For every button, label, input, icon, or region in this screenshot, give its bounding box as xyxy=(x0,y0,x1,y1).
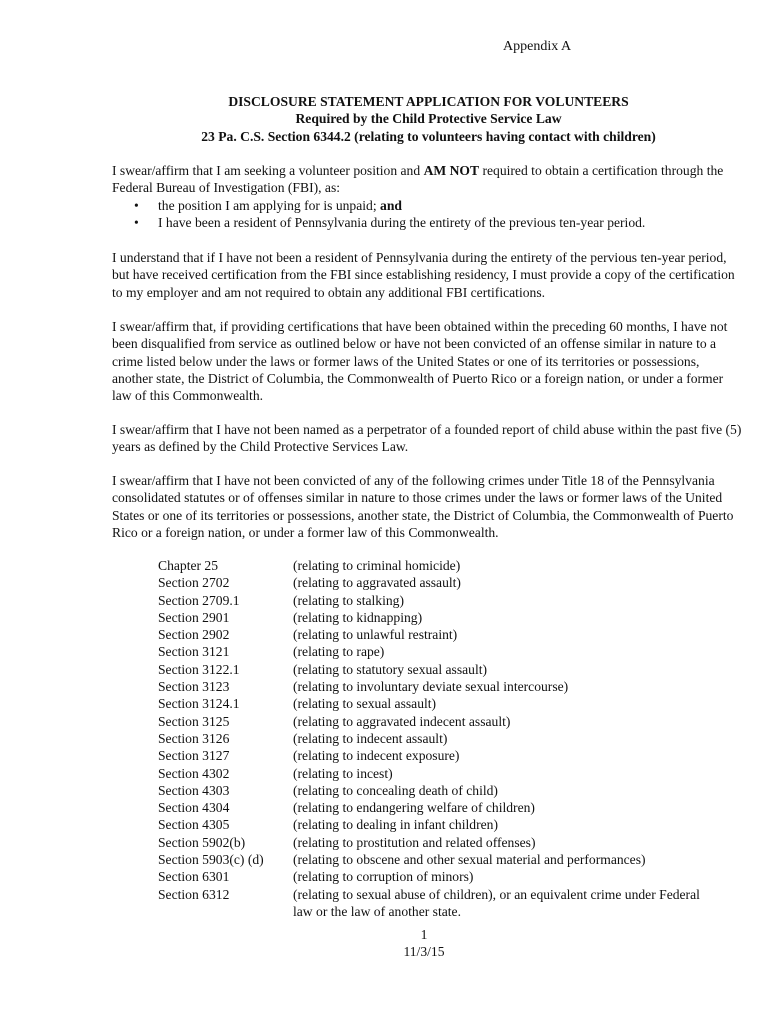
table-row xyxy=(158,609,718,626)
page-number: 1 xyxy=(420,927,428,942)
crime-section: Section 3123 xyxy=(158,679,230,695)
crime-section: Section 3125 xyxy=(158,713,230,729)
crime-section: Section 3124.1 xyxy=(158,696,240,712)
crime-description: (relating to stalking) xyxy=(293,592,404,608)
table-row xyxy=(158,626,718,643)
table-row xyxy=(158,557,718,574)
document-heading xyxy=(110,93,747,145)
paragraph-disqualification: I swear/affirm that, if providing certifications that have been obtained within the preceding 60 months, I have not been disqualified from service as outlined below or have not been convicted of an offense similar in nature to a crime listed below under the laws or former laws of the United States or one of its territories or possessions, another state, the District of Columbia, the Commonwealth of Puerto Rico or a foreign nation, or under a former law of this Commonwealth. xyxy=(112,319,728,404)
table-row xyxy=(158,834,718,851)
crime-description: (relating to prostitution and related offenses) xyxy=(293,834,536,850)
crimes-table xyxy=(158,557,718,920)
list-item-emphasis: and xyxy=(380,198,402,213)
crime-description: (relating to sexual assault) xyxy=(293,696,437,712)
crime-section: Section 2702 xyxy=(158,575,230,591)
heading-citation: 23 Pa. C.S. Section 6344.2 (relating to volunteers having contact with children) xyxy=(201,128,656,144)
list-item xyxy=(112,197,742,214)
crime-description: (relating to indecent exposure) xyxy=(293,748,460,764)
table-row xyxy=(158,747,718,764)
crime-description: (relating to sexual abuse of children), or an equivalent crime under Federal law or the law of another state. xyxy=(293,886,700,919)
table-row xyxy=(158,816,718,833)
crime-section: Section 3121 xyxy=(158,644,230,660)
crime-description: (relating to involuntary deviate sexual intercourse) xyxy=(293,679,569,695)
crime-description: (relating to dealing in infant children) xyxy=(293,817,498,833)
crime-description: (relating to aggravated indecent assault) xyxy=(293,713,511,729)
footer-date: 11/3/15 xyxy=(403,944,445,960)
crime-section: Section 6301 xyxy=(158,869,230,885)
crime-description: (relating to unlawful restraint) xyxy=(293,627,458,643)
conditions-list xyxy=(112,197,742,232)
table-row xyxy=(158,678,718,695)
bullet-icon: • xyxy=(134,198,139,213)
table-row xyxy=(158,730,718,747)
crime-section: Section 4304 xyxy=(158,800,230,816)
crime-section: Section 3127 xyxy=(158,748,230,764)
crime-section: Section 3126 xyxy=(158,730,230,746)
table-row xyxy=(158,574,718,591)
paragraph-text: I swear/affirm that I am seeking a volunteer position and xyxy=(112,163,424,178)
paragraph-child-abuse: I swear/affirm that I have not been named as a perpetrator of a founded report of child abuse within the past five (5) years as defined by the Child Protective Services Law. xyxy=(112,422,742,455)
crime-description: (relating to aggravated assault) xyxy=(293,575,461,591)
crime-description: (relating to kidnapping) xyxy=(293,609,423,625)
table-row xyxy=(158,799,718,816)
crime-section: Section 6312 xyxy=(158,886,230,902)
crime-section: Section 2902 xyxy=(158,627,230,643)
crime-description: (relating to criminal homicide) xyxy=(293,558,461,573)
list-item-text: the position I am applying for is unpaid; xyxy=(158,198,381,213)
table-row xyxy=(158,592,718,609)
appendix-label: Appendix A xyxy=(503,39,572,54)
table-row xyxy=(158,782,718,799)
crime-description: (relating to corruption of minors) xyxy=(293,869,474,885)
table-row xyxy=(158,661,718,678)
crime-description: (relating to rape) xyxy=(293,644,385,660)
list-item xyxy=(112,214,742,231)
table-row xyxy=(158,765,718,782)
table-row xyxy=(158,695,718,712)
paragraph-convictions: I swear/affirm that I have not been convicted of any of the following crimes under Title 18 of the Pennsylvania consolidated statutes or of offenses similar in nature to those crimes under the laws or former laws of the United States or one of its territories or possessions, another state, the District of Columbia, the Commonwealth of Puerto Rico or a foreign nation, or under a former law of this Commonwealth. xyxy=(112,473,734,540)
paragraph-text: required to obtain a certification through the Federal Bureau of Investigation (FBI), as: xyxy=(112,163,724,196)
page-footer xyxy=(0,926,770,961)
table-row xyxy=(158,851,718,868)
heading-title: DISCLOSURE STATEMENT APPLICATION FOR VOLUNTEERS xyxy=(228,94,629,109)
paragraph-emphasis: AM NOT xyxy=(423,163,480,178)
crime-section: Section 4302 xyxy=(158,765,230,781)
table-row xyxy=(158,643,718,660)
paragraph-residency: I understand that if I have not been a resident of Pennsylvania during the entirety of the pervious ten-year period, but have received certification from the FBI since establishing residency, I must provide a copy of the certification to my employer and am not required to obtain any additional FBI certifications. xyxy=(112,250,735,300)
crime-section: Section 2901 xyxy=(158,609,230,625)
crime-description: (relating to concealing death of child) xyxy=(293,782,498,798)
table-row xyxy=(158,713,718,730)
crime-section: Chapter 25 xyxy=(158,558,219,573)
crime-section: Section 5902(b) xyxy=(158,834,246,850)
crime-description: (relating to statutory sexual assault) xyxy=(293,661,488,677)
crime-section: Section 3122.1 xyxy=(158,661,240,677)
crime-section: Section 2709.1 xyxy=(158,592,240,608)
crime-description: (relating to obscene and other sexual material and performances) xyxy=(293,852,646,868)
list-item-text: I have been a resident of Pennsylvania during the entirety of the previous ten-year period. xyxy=(158,215,646,231)
crime-section: Section 4303 xyxy=(158,782,230,798)
table-row xyxy=(158,886,718,921)
paragraph-certification-statement xyxy=(112,162,742,197)
bullet-icon: • xyxy=(134,215,139,231)
heading-subtitle: Required by the Child Protective Service Law xyxy=(295,111,562,127)
crime-description: (relating to indecent assault) xyxy=(293,730,448,746)
crime-section: Section 5903(c) (d) xyxy=(158,852,264,868)
crime-section: Section 4305 xyxy=(158,817,230,833)
crime-description: (relating to endangering welfare of children) xyxy=(293,800,535,816)
crime-description: (relating to incest) xyxy=(293,765,393,781)
table-row xyxy=(158,868,718,885)
